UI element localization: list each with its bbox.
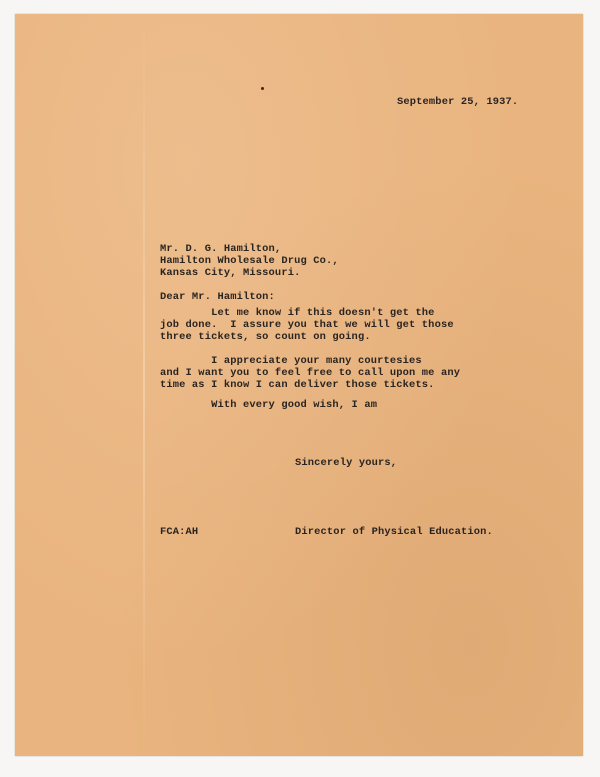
paragraph: Let me know if this doesn't get the job done. I assure you that we will get those three tickets, so count on going. — [160, 307, 454, 343]
recipient-line: Kansas City, Missouri. — [160, 267, 301, 279]
letter-body — [160, 307, 460, 411]
paper-crease — [143, 14, 145, 756]
ink-speck — [261, 87, 264, 90]
reference-initials: FCA:AH — [160, 526, 199, 538]
letter-page — [15, 14, 583, 756]
recipient-line: Mr. D. G. Hamilton, — [160, 243, 282, 255]
complimentary-close: Sincerely yours, — [295, 457, 398, 469]
letter-date: September 25, 1937. — [397, 96, 519, 108]
recipient-address — [160, 243, 339, 279]
signer-title: Director of Physical Education. — [295, 526, 493, 538]
salutation: Dear Mr. Hamilton: — [160, 291, 275, 303]
paragraph: I appreciate your many courtesies and I want you to feel free to call upon me any time as I know I can deliver those tickets. — [160, 355, 461, 391]
paragraph: With every good wish, I am — [160, 399, 378, 411]
recipient-line: Hamilton Wholesale Drug Co., — [160, 255, 339, 267]
